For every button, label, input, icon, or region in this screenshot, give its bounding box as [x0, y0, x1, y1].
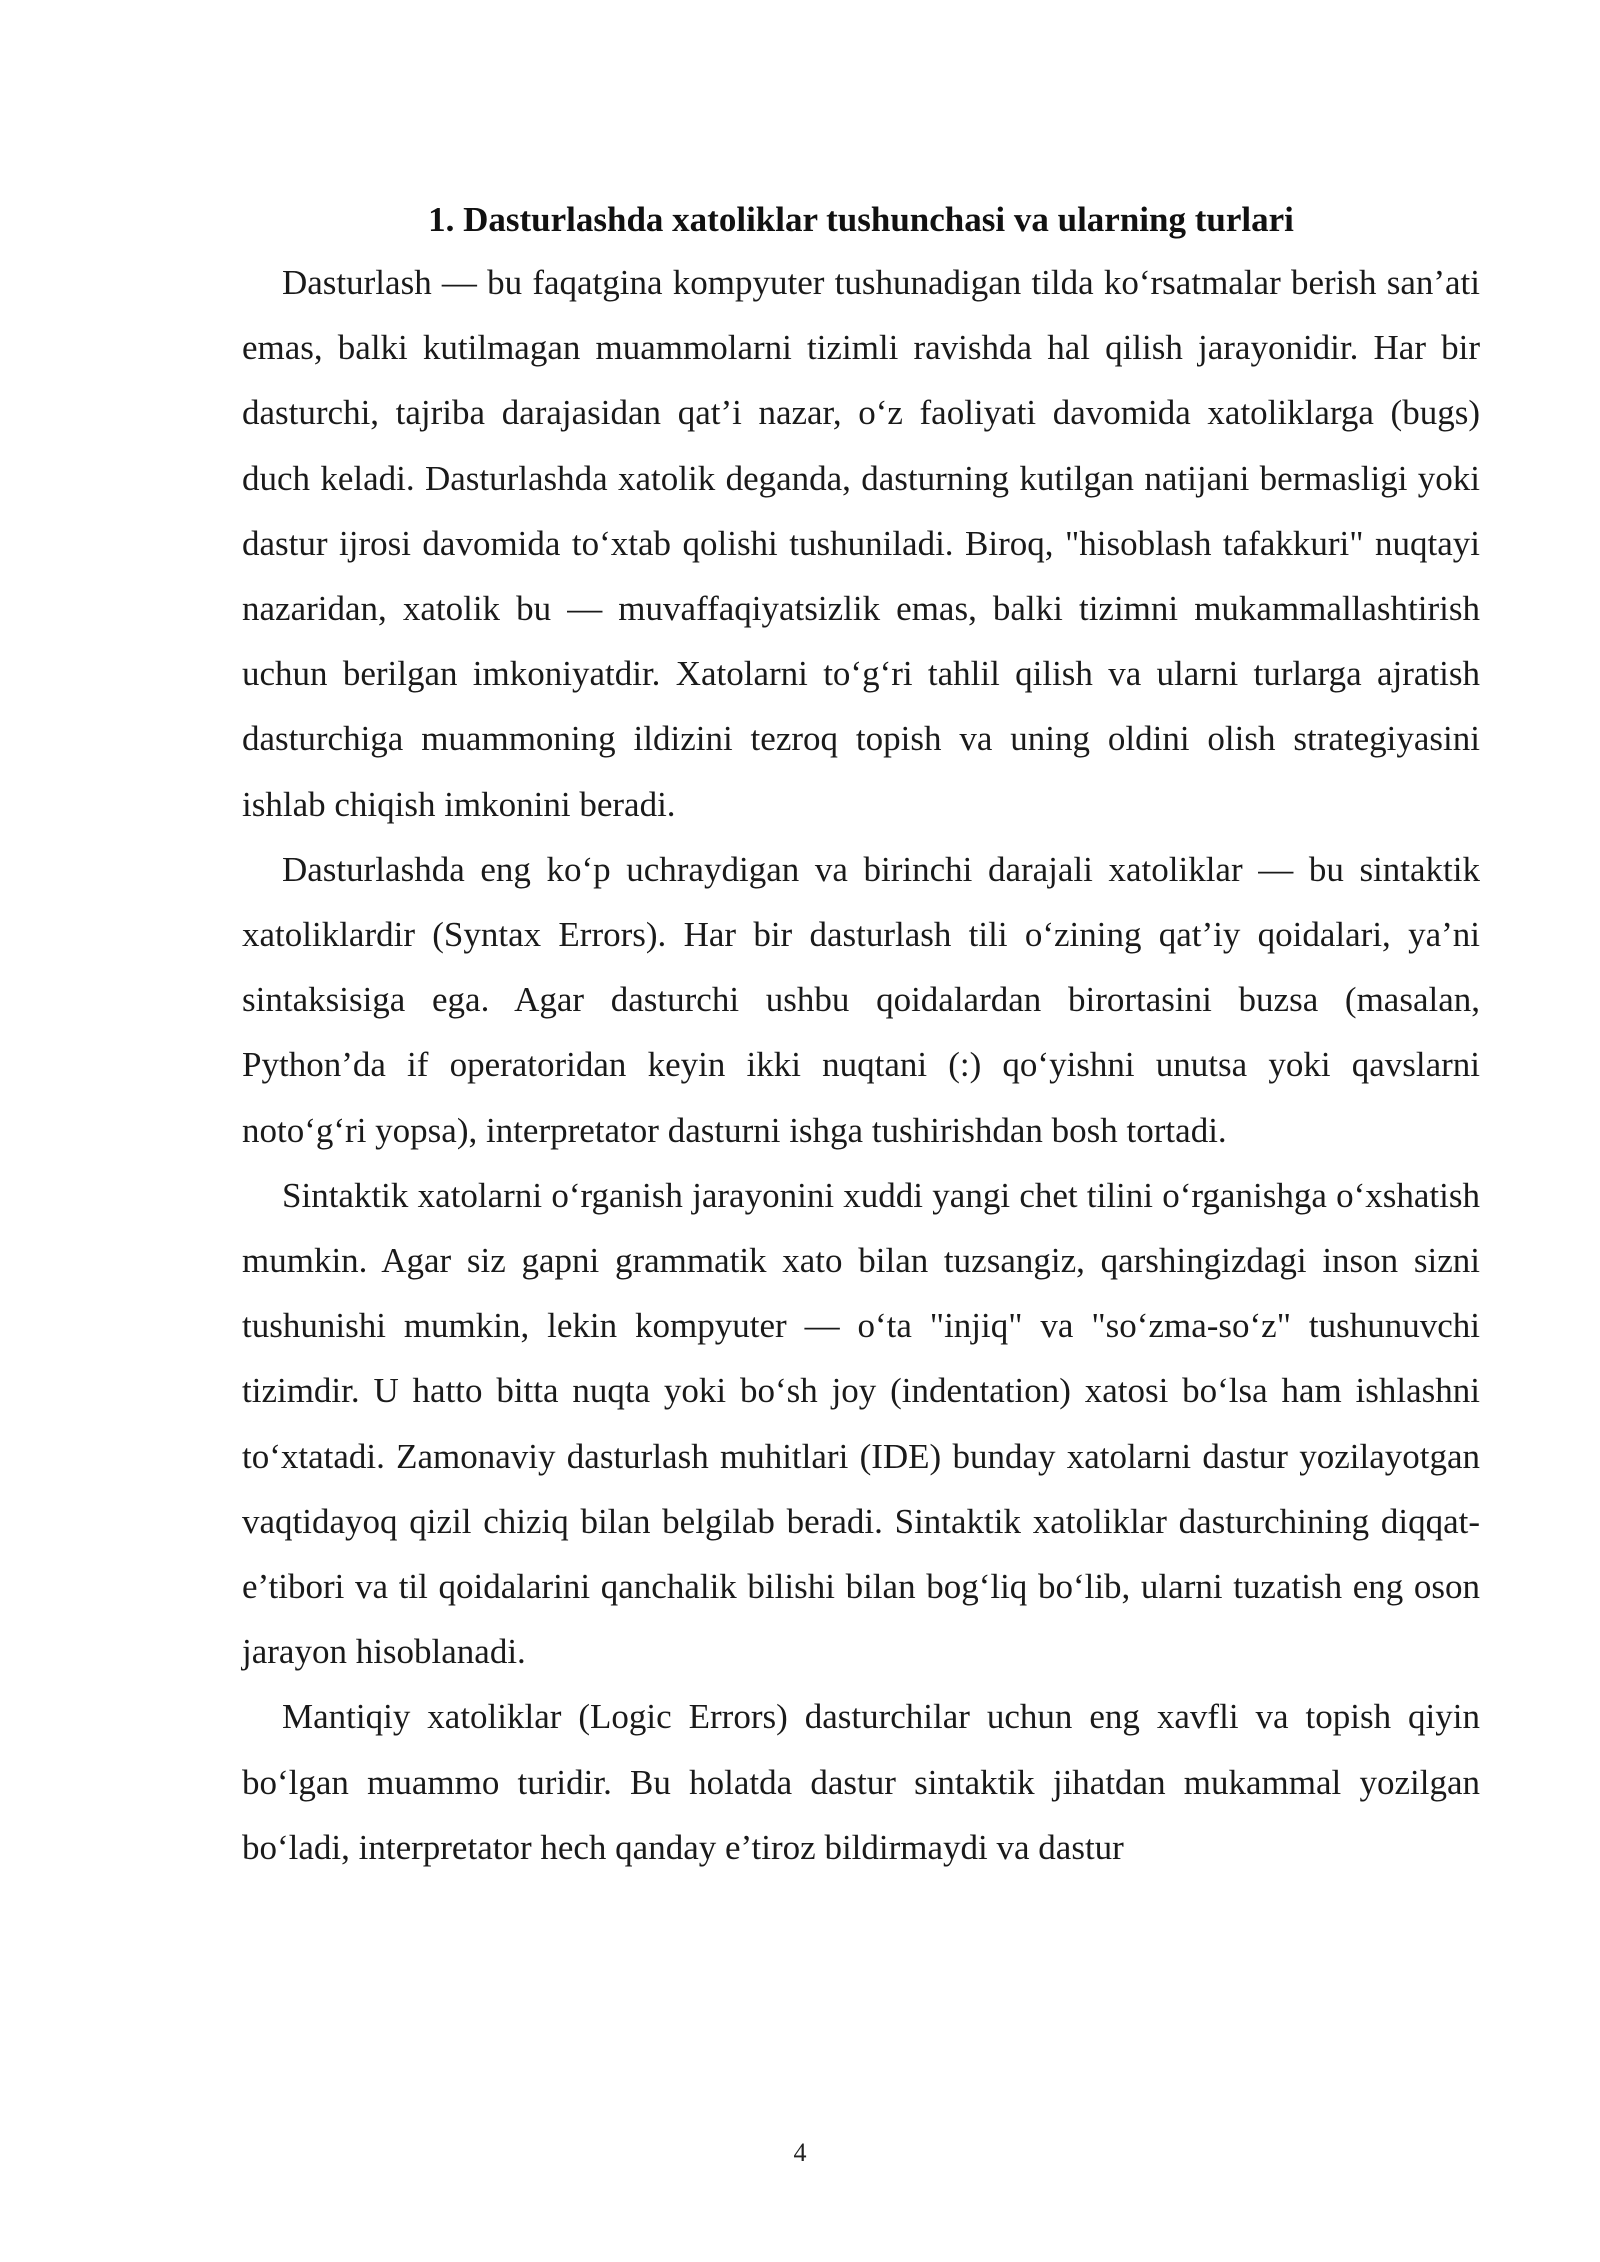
paragraph-4: Mantiqiy xatoliklar (Logic Errors) dasturchilar uchun eng xavfli va topish qiyin bo‘lgan muammo turidir. Bu holatda dastur sintaktik jihatdan mukammal yozilgan bo‘ladi, interpretator hech qanday e’tiroz bildirmaydi va dastur — [242, 1697, 1480, 1867]
paragraph-3: Sintaktik xatolarni o‘rganish jarayonini xuddi yangi chet tilini o‘rganishga o‘xshatish mumkin. Agar siz gapni grammatik xato bilan tuzsangiz, qarshingizdagi inson sizni tushunishi mumkin, lekin kompyuter — o‘ta "injiq" va "so‘zma-so‘z" tushunuvchi tizimdir. U hatto bitta nuqta yoki bo‘sh joy (indentation) xatosi bo‘lsa ham ishlashni to‘xtatadi. Zamonaviy dasturlash muhitlari (IDE) bunday xatolarni dastur yozilayotgan vaqtidayoq qizil chiziq bilan belgilab beradi. Sintaktik xatoliklar dasturchining diqqat-e’tibori va til qoidalarini qanchalik bilishi bilan bog‘liq bo‘lib, ularni tuzatish eng oson jarayon hisoblanadi. — [242, 1175, 1480, 1672]
page-number: 4 — [793, 2138, 807, 2167]
paragraph-2: Dasturlashda eng ko‘p uchraydigan va birinchi darajali xatoliklar — bu sintaktik xatoliklardir (Syntax Errors). Har bir dasturlash tili o‘zining qat’iy qoidalari, ya’ni sintaksisiga ega. Agar dasturchi ushbu qoidalardan birortasini buzsa (masalan, Python’da if operatoridan keyin ikki nuqtani (:) qo‘yishni unutsa yoki qavslarni noto‘g‘ri yopsa), interpretator dasturni ishga tushirishdan bosh tortadi. — [242, 849, 1480, 1150]
section-title: 1. Dasturlashda xatoliklar tushunchasi va ularning turlari — [428, 200, 1294, 239]
document-page — [242, 190, 1480, 1880]
paragraph-1: Dasturlash — bu faqatgina kompyuter tushunadigan tilda ko‘rsatmalar berish san’ati emas, balki kutilmagan muammolarni tizimli ravishda hal qilish jarayonidir. Har bir dasturchi, tajriba darajasidan qat’i nazar, o‘z faoliyati davomida xatoliklarga (bugs) duch keladi. Dasturlashda xatolik deganda, dasturning kutilgan natijani bermasligi yoki dastur ijrosi davomida to‘xtab qolishi tushuniladi. Biroq, "hisoblash tafakkuri" nuqtayi nazaridan, xatolik bu — muvaffaqiyatsizlik emas, balki tizimni mukammallashtirish uchun berilgan imkoniyatdir. Xatolarni to‘g‘ri tahlil qilish va ularni turlarga ajratish dasturchiga muammoning ildizini tezroq topish va uning oldini olish strategiyasini ishlab chiqish imkonini beradi. — [242, 263, 1480, 824]
